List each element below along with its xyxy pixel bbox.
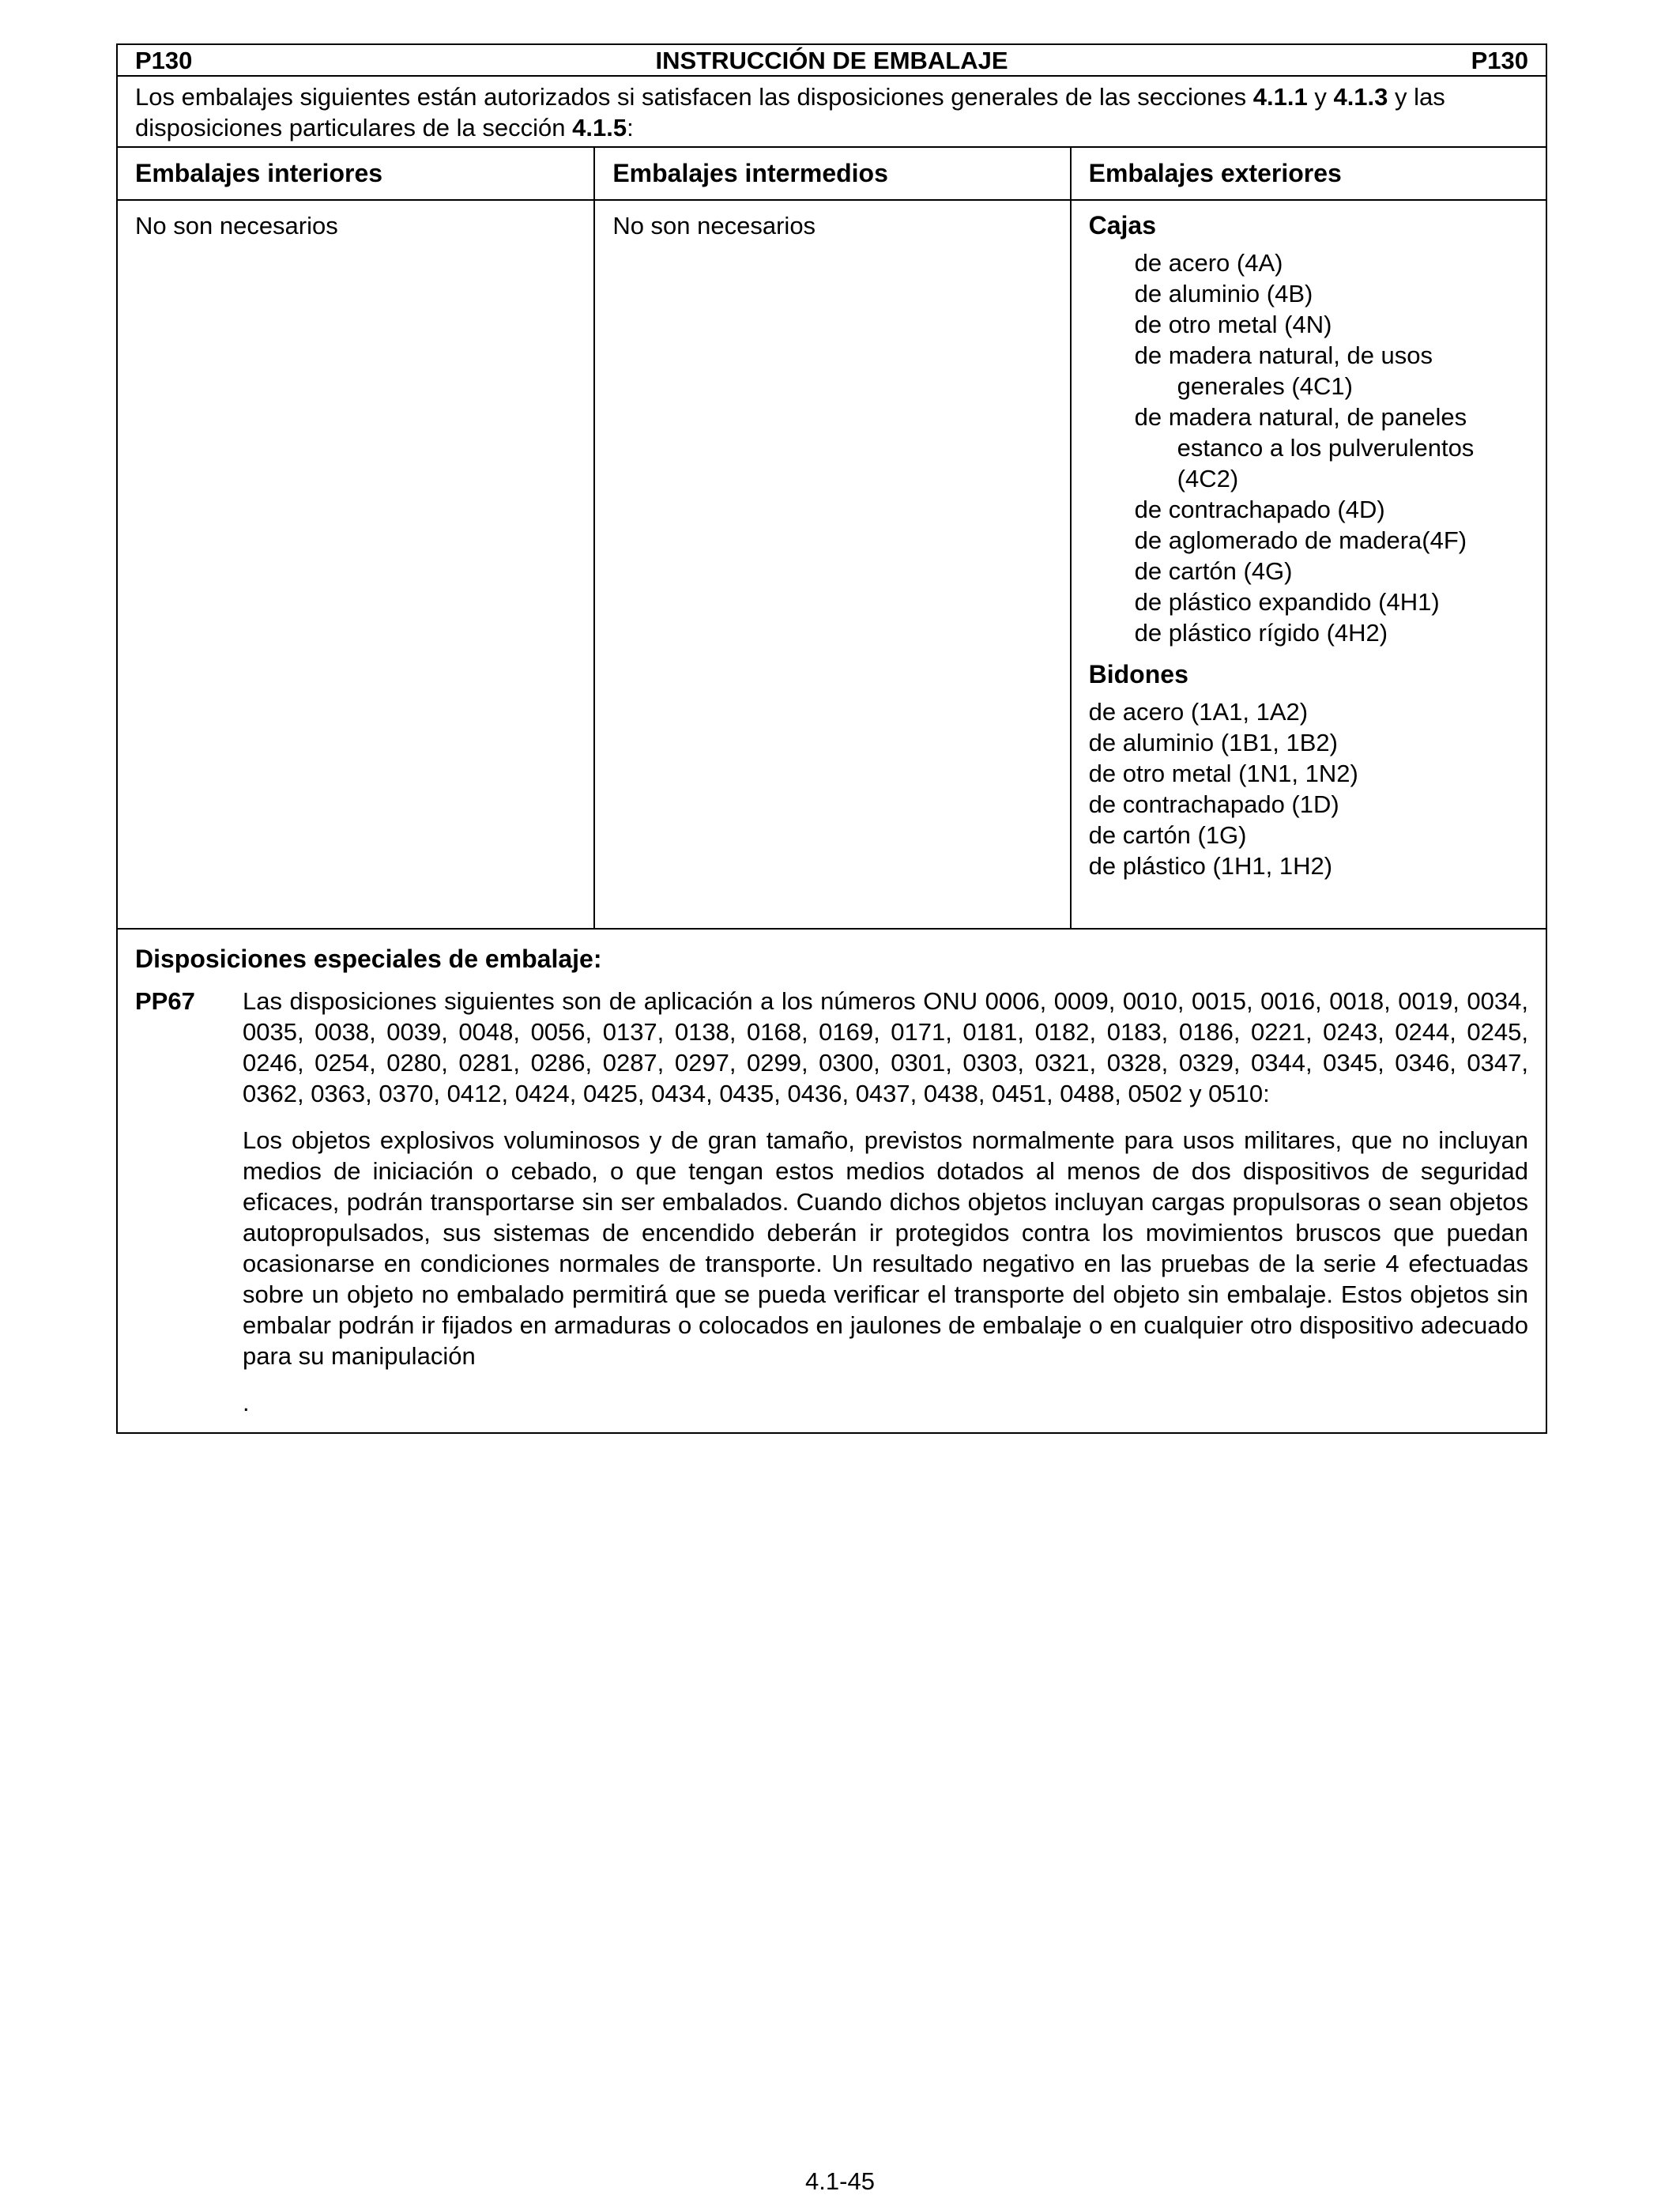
section-ref: 4.1.5 (572, 114, 627, 141)
drums-title: Bidones (1088, 660, 1188, 688)
list-item: de aglomerado de madera(4F) (1134, 526, 1467, 554)
inner-packagings-cell (118, 201, 593, 928)
outer-packagings-cell (1070, 201, 1546, 928)
table-title: INSTRUCCIÓN DE EMBALAJE (655, 46, 1008, 74)
list-item: de otro metal (1N1, 1N2) (1088, 760, 1358, 787)
list-item: de plástico rígido (4H2) (1134, 619, 1388, 647)
intro-paragraph (118, 77, 1546, 148)
list-item: de madera natural, de paneles estanco a los pulverulentos (4C2) (1134, 403, 1475, 492)
list-item: de plástico expandido (4H1) (1134, 588, 1440, 616)
header-inner-packagings: Embalajes interiores (135, 159, 383, 187)
section-ref: 4.1.3 (1333, 83, 1388, 111)
list-item: de acero (4A) (1134, 249, 1283, 277)
intro-text: y las disposiciones particulares de la sección (135, 83, 1445, 141)
intermediate-packagings-text: No son necesarios (612, 212, 816, 239)
list-item: de plástico (1H1, 1H2) (1088, 852, 1333, 880)
list-item: de madera natural, de usos generales (4C1) (1134, 341, 1433, 400)
header-outer-packagings: Embalajes exteriores (1070, 148, 1546, 199)
list-item: de cartón (1G) (1088, 821, 1247, 849)
provision-code: PP67 (135, 987, 195, 1015)
intro-text: y (1307, 83, 1334, 111)
drums-list (1089, 696, 1528, 881)
list-item: de acero (1A1, 1A2) (1088, 698, 1309, 726)
intro-text: Los embalajes siguientes están autorizados si satisfacen las disposiciones generales de las secciones (135, 83, 1253, 111)
special-provisions-title: Disposiciones especiales de embalaje: (135, 945, 602, 973)
boxes-title: Cajas (1088, 211, 1157, 239)
trailing-period: . (243, 1389, 250, 1416)
list-item: de otro metal (4N) (1134, 311, 1332, 338)
instruction-code-left: P130 (135, 46, 193, 74)
list-item: de cartón (4G) (1134, 557, 1293, 585)
special-provisions-row (118, 930, 1546, 1432)
packing-instruction-table (116, 43, 1547, 1434)
provision-body (243, 986, 1528, 1418)
special-provision-pp67 (135, 986, 1528, 1418)
list-item: de aluminio (1B1, 1B2) (1088, 729, 1338, 756)
intermediate-packagings-cell (593, 201, 1069, 928)
intro-text: : (627, 114, 634, 141)
inner-packagings-text: No son necesarios (135, 212, 338, 239)
provision-paragraph: Los objetos explosivos voluminosos y de gran tamaño, previstos normalmente para usos militares, que no incluyan medios de iniciación o cebado, o que tengan estos medios dotados al menos de dos dispositivos de seguridad eficaces, podrán transportarse sin ser embalados. Cuando dichos objetos incluyan cargas propulsoras o sean objetos autopropulsados, sus sistemas de encendido deberán ir protegidos contra los movimientos bruscos que puedan ocasionarse en condiciones normales de transporte. Un resultado negativo en las pruebas de la serie 4 efectuadas sobre un objeto no embalado permitirá que se pueda verificar el transporte del objeto sin embalaje. Estos objetos sin embalar podrán ir fijados en armaduras o colocados en jaulones de embalaje o en cualquier otro dispositivo adecuado para su manipulación (243, 1126, 1528, 1370)
header-intermediate-packagings: Embalajes intermedios (593, 148, 1069, 199)
section-ref: 4.1.1 (1252, 83, 1308, 111)
column-header-row (118, 148, 1546, 201)
boxes-list (1089, 247, 1528, 648)
list-item: de contrachapado (1D) (1088, 790, 1339, 818)
title-row (118, 45, 1546, 77)
instruction-code-right: P130 (1471, 46, 1528, 74)
list-item: de aluminio (4B) (1134, 280, 1313, 307)
page-number: 4.1-45 (805, 2167, 875, 2195)
packagings-body-row (118, 201, 1546, 930)
list-item: de contrachapado (4D) (1134, 496, 1385, 523)
provision-paragraph: Las disposiciones siguientes son de aplicación a los números ONU 0006, 0009, 0010, 0015, 0016, 0018, 0019, 0034, 0035, 0038, 0039, 0048, 0056, 0137, 0138, 0168, 0169, 0171, 0181, 0182, 0183, 0186, 0221, 0243, 0244, 0245, 0246, 0254, 0280, 0281, 0286, 0287, 0297, 0299, 0300, 0301, 0303, 0321, 0328, 0329, 0344, 0345, 0346, 0347, 0362, 0363, 0370, 0412, 0424, 0425, 0434, 0435, 0436, 0437, 0438, 0451, 0488, 0502 y 0510: (243, 987, 1528, 1107)
